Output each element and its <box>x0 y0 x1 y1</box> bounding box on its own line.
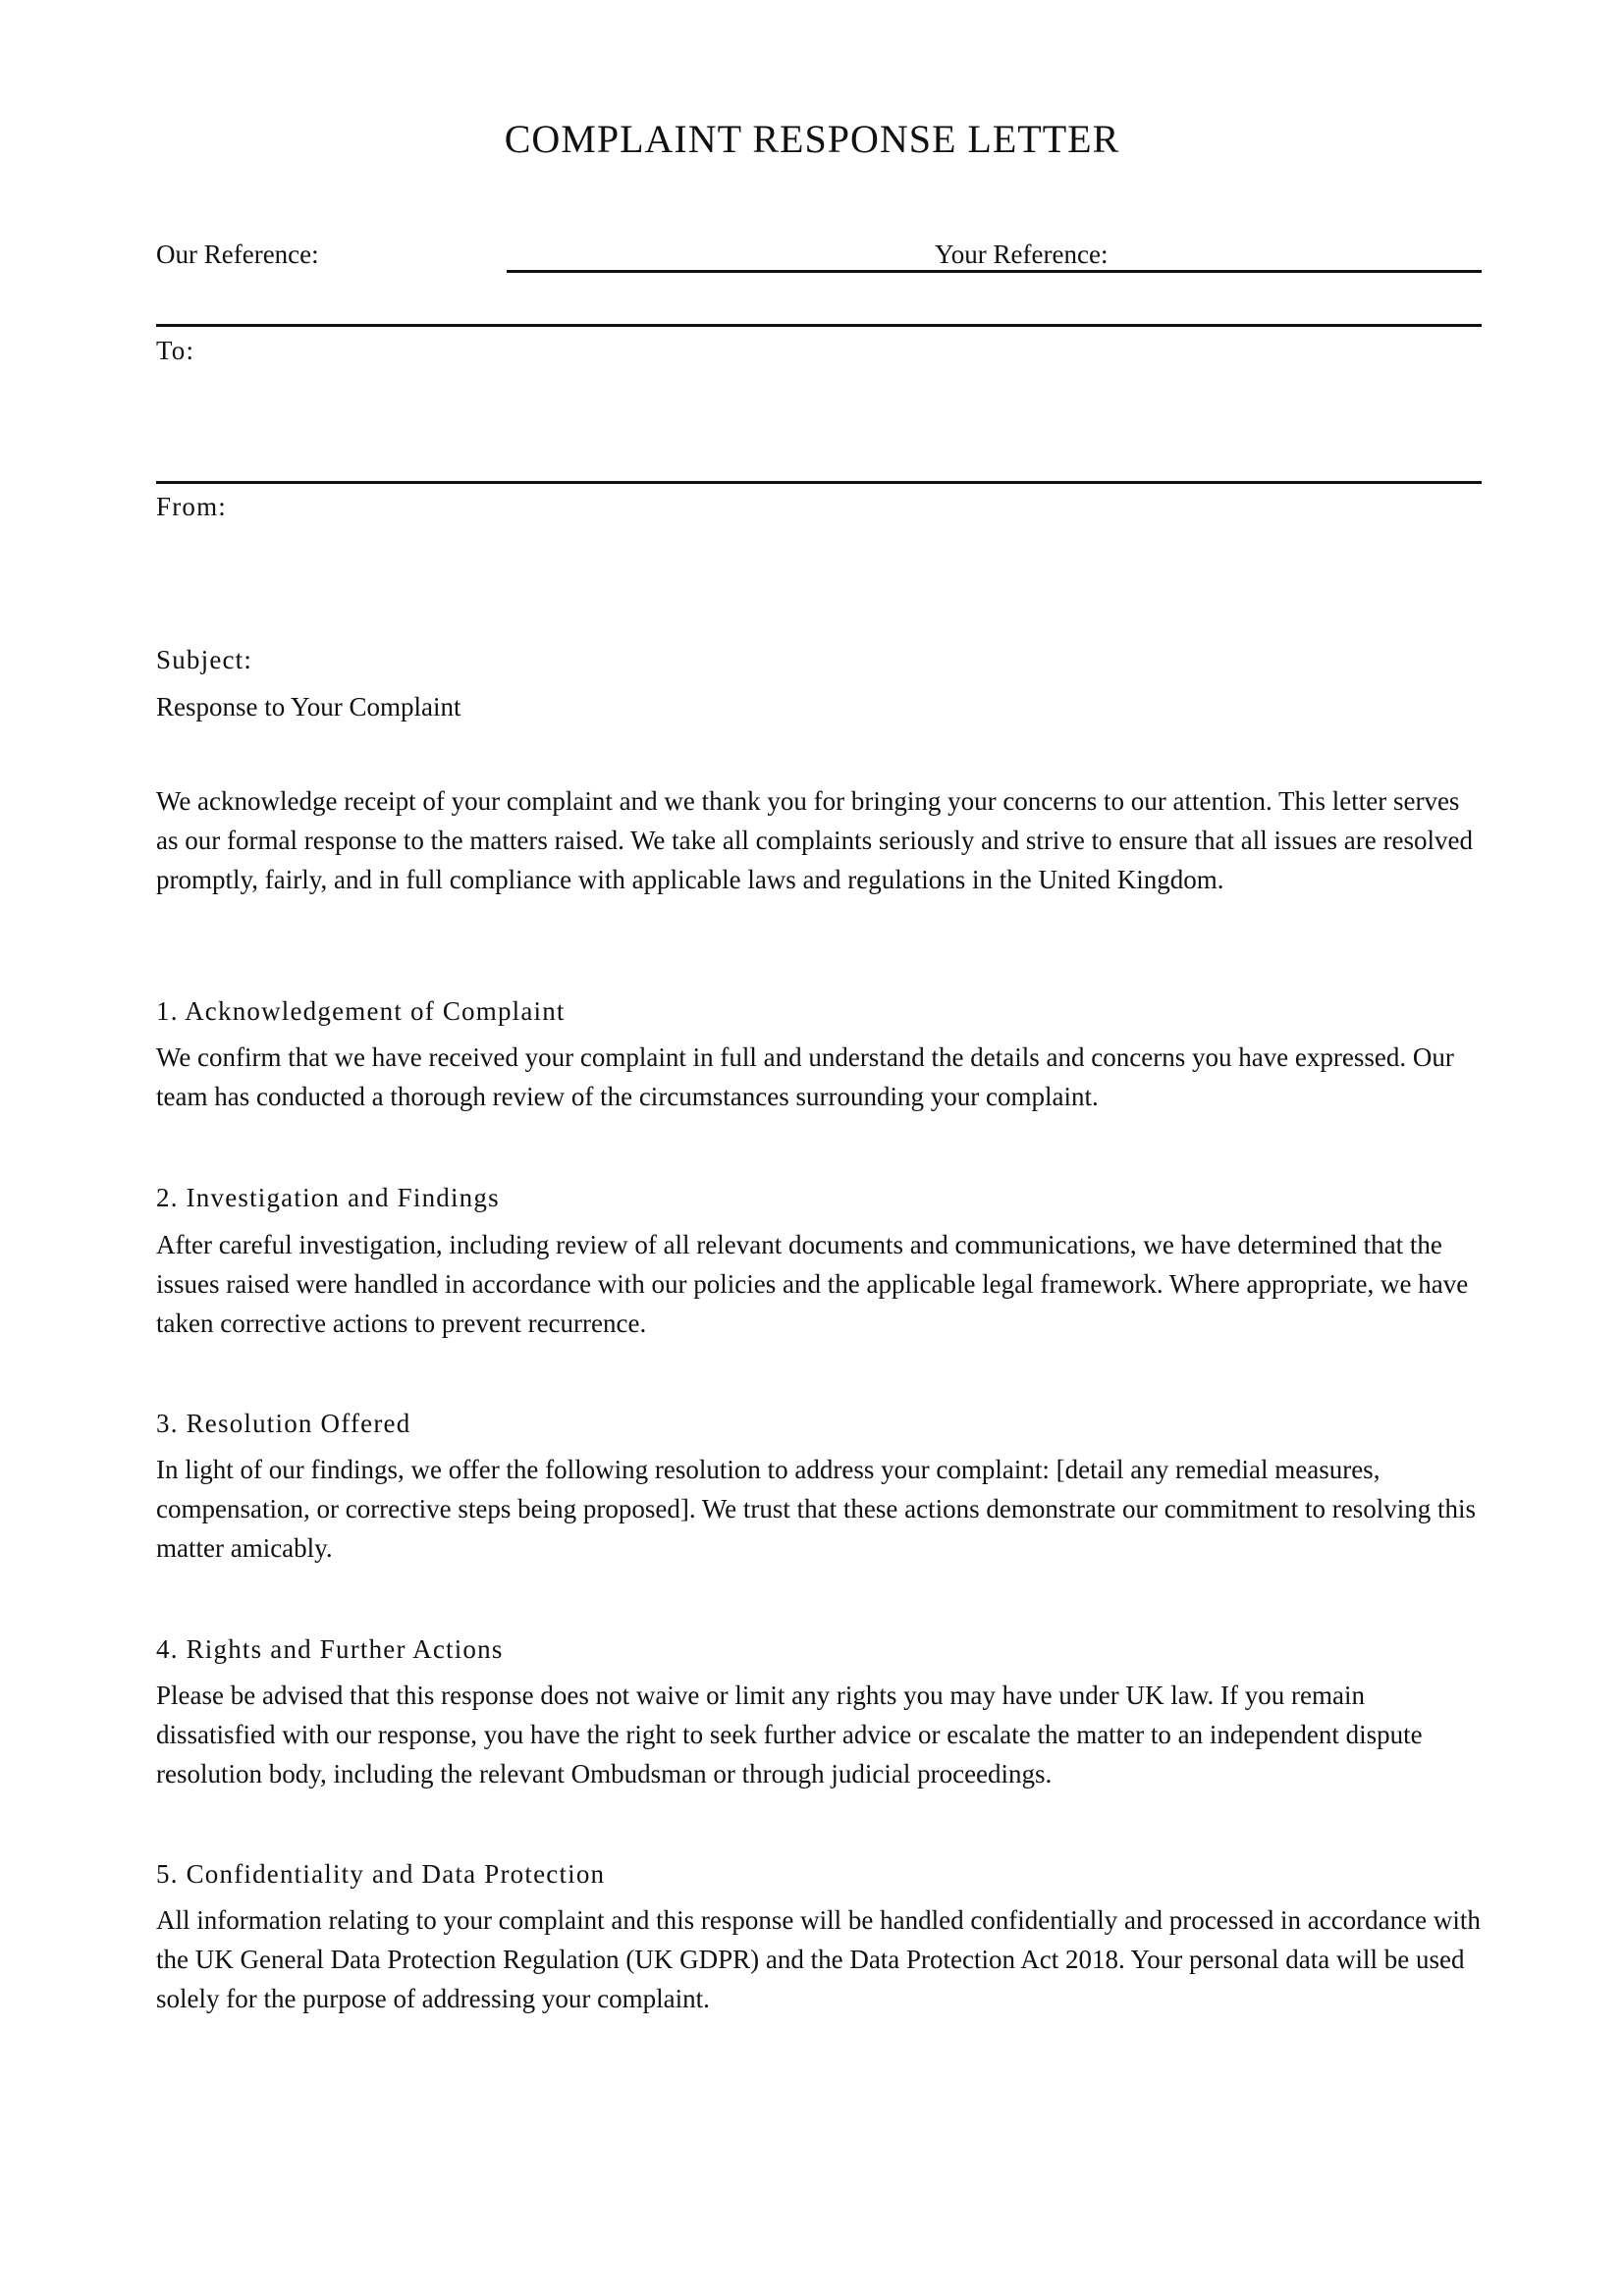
section-heading: 2. Investigation and Findings <box>156 1183 500 1212</box>
section-body: All information relating to your complaint and this response will be handled confidentially and processed in accordance with the UK General Data Protection Regulation (UK GDPR) and the Data Protection Act 2018. Your personal data will be used solely for the purpose of addressing your complaint. <box>156 1905 1481 2013</box>
from-divider <box>156 481 1482 484</box>
intro-paragraph: We acknowledge receipt of your complaint and we thank you for bringing your concerns to our attention. This letter serves as our formal response to the matters raised. We take all complaints seriously and strive to ensure that all issues are resolved promptly, fairly, and in full compliance with applicable laws and regulations in the United Kingdom. <box>156 786 1473 894</box>
section-heading: 3. Resolution Offered <box>156 1409 411 1438</box>
our-reference-line[interactable] <box>507 270 1482 273</box>
section-body: After careful investigation, including review of all relevant documents and communications, we have determined that the issues raised were handled in accordance with our policies and the applicable legal framework. Where appropriate, we have taken corrective actions to prevent recurrence. <box>156 1230 1469 1338</box>
subject-label: Subject: <box>156 645 253 674</box>
section-heading: 4. Rights and Further Actions <box>156 1634 504 1664</box>
your-reference-label: Your Reference: <box>935 240 1109 269</box>
our-reference-label: Our Reference: <box>156 240 319 269</box>
section-heading: 5. Confidentiality and Data Protection <box>156 1859 606 1889</box>
section-body: In light of our findings, we offer the following resolution to address your complaint: [detail any remedial measures, compensation, or corrective steps being proposed]. We trust that these actions demonstrate our commitment to resolving this matter amicably. <box>156 1455 1477 1563</box>
to-label: To: <box>156 336 195 365</box>
document-title: COMPLAINT RESPONSE LETTER <box>504 117 1120 161</box>
section-body: We confirm that we have received your complaint in full and understand the details and concerns you have expressed. Our team has conducted a thorough review of the circumstances surrounding your complaint. <box>156 1042 1454 1111</box>
section-body: Please be advised that this response does not waive or limit any rights you may have under UK law. If you remain dissatisfied with our response, you have the right to seek further advice or escalate the matter to an independent dispute resolution body, including the relevant Ombudsman or through judicial proceedings. <box>156 1681 1423 1789</box>
from-label: From: <box>156 492 228 521</box>
to-divider <box>156 324 1482 327</box>
section-heading: 1. Acknowledgement of Complaint <box>156 996 566 1026</box>
subject-value: Response to Your Complaint <box>156 692 461 721</box>
